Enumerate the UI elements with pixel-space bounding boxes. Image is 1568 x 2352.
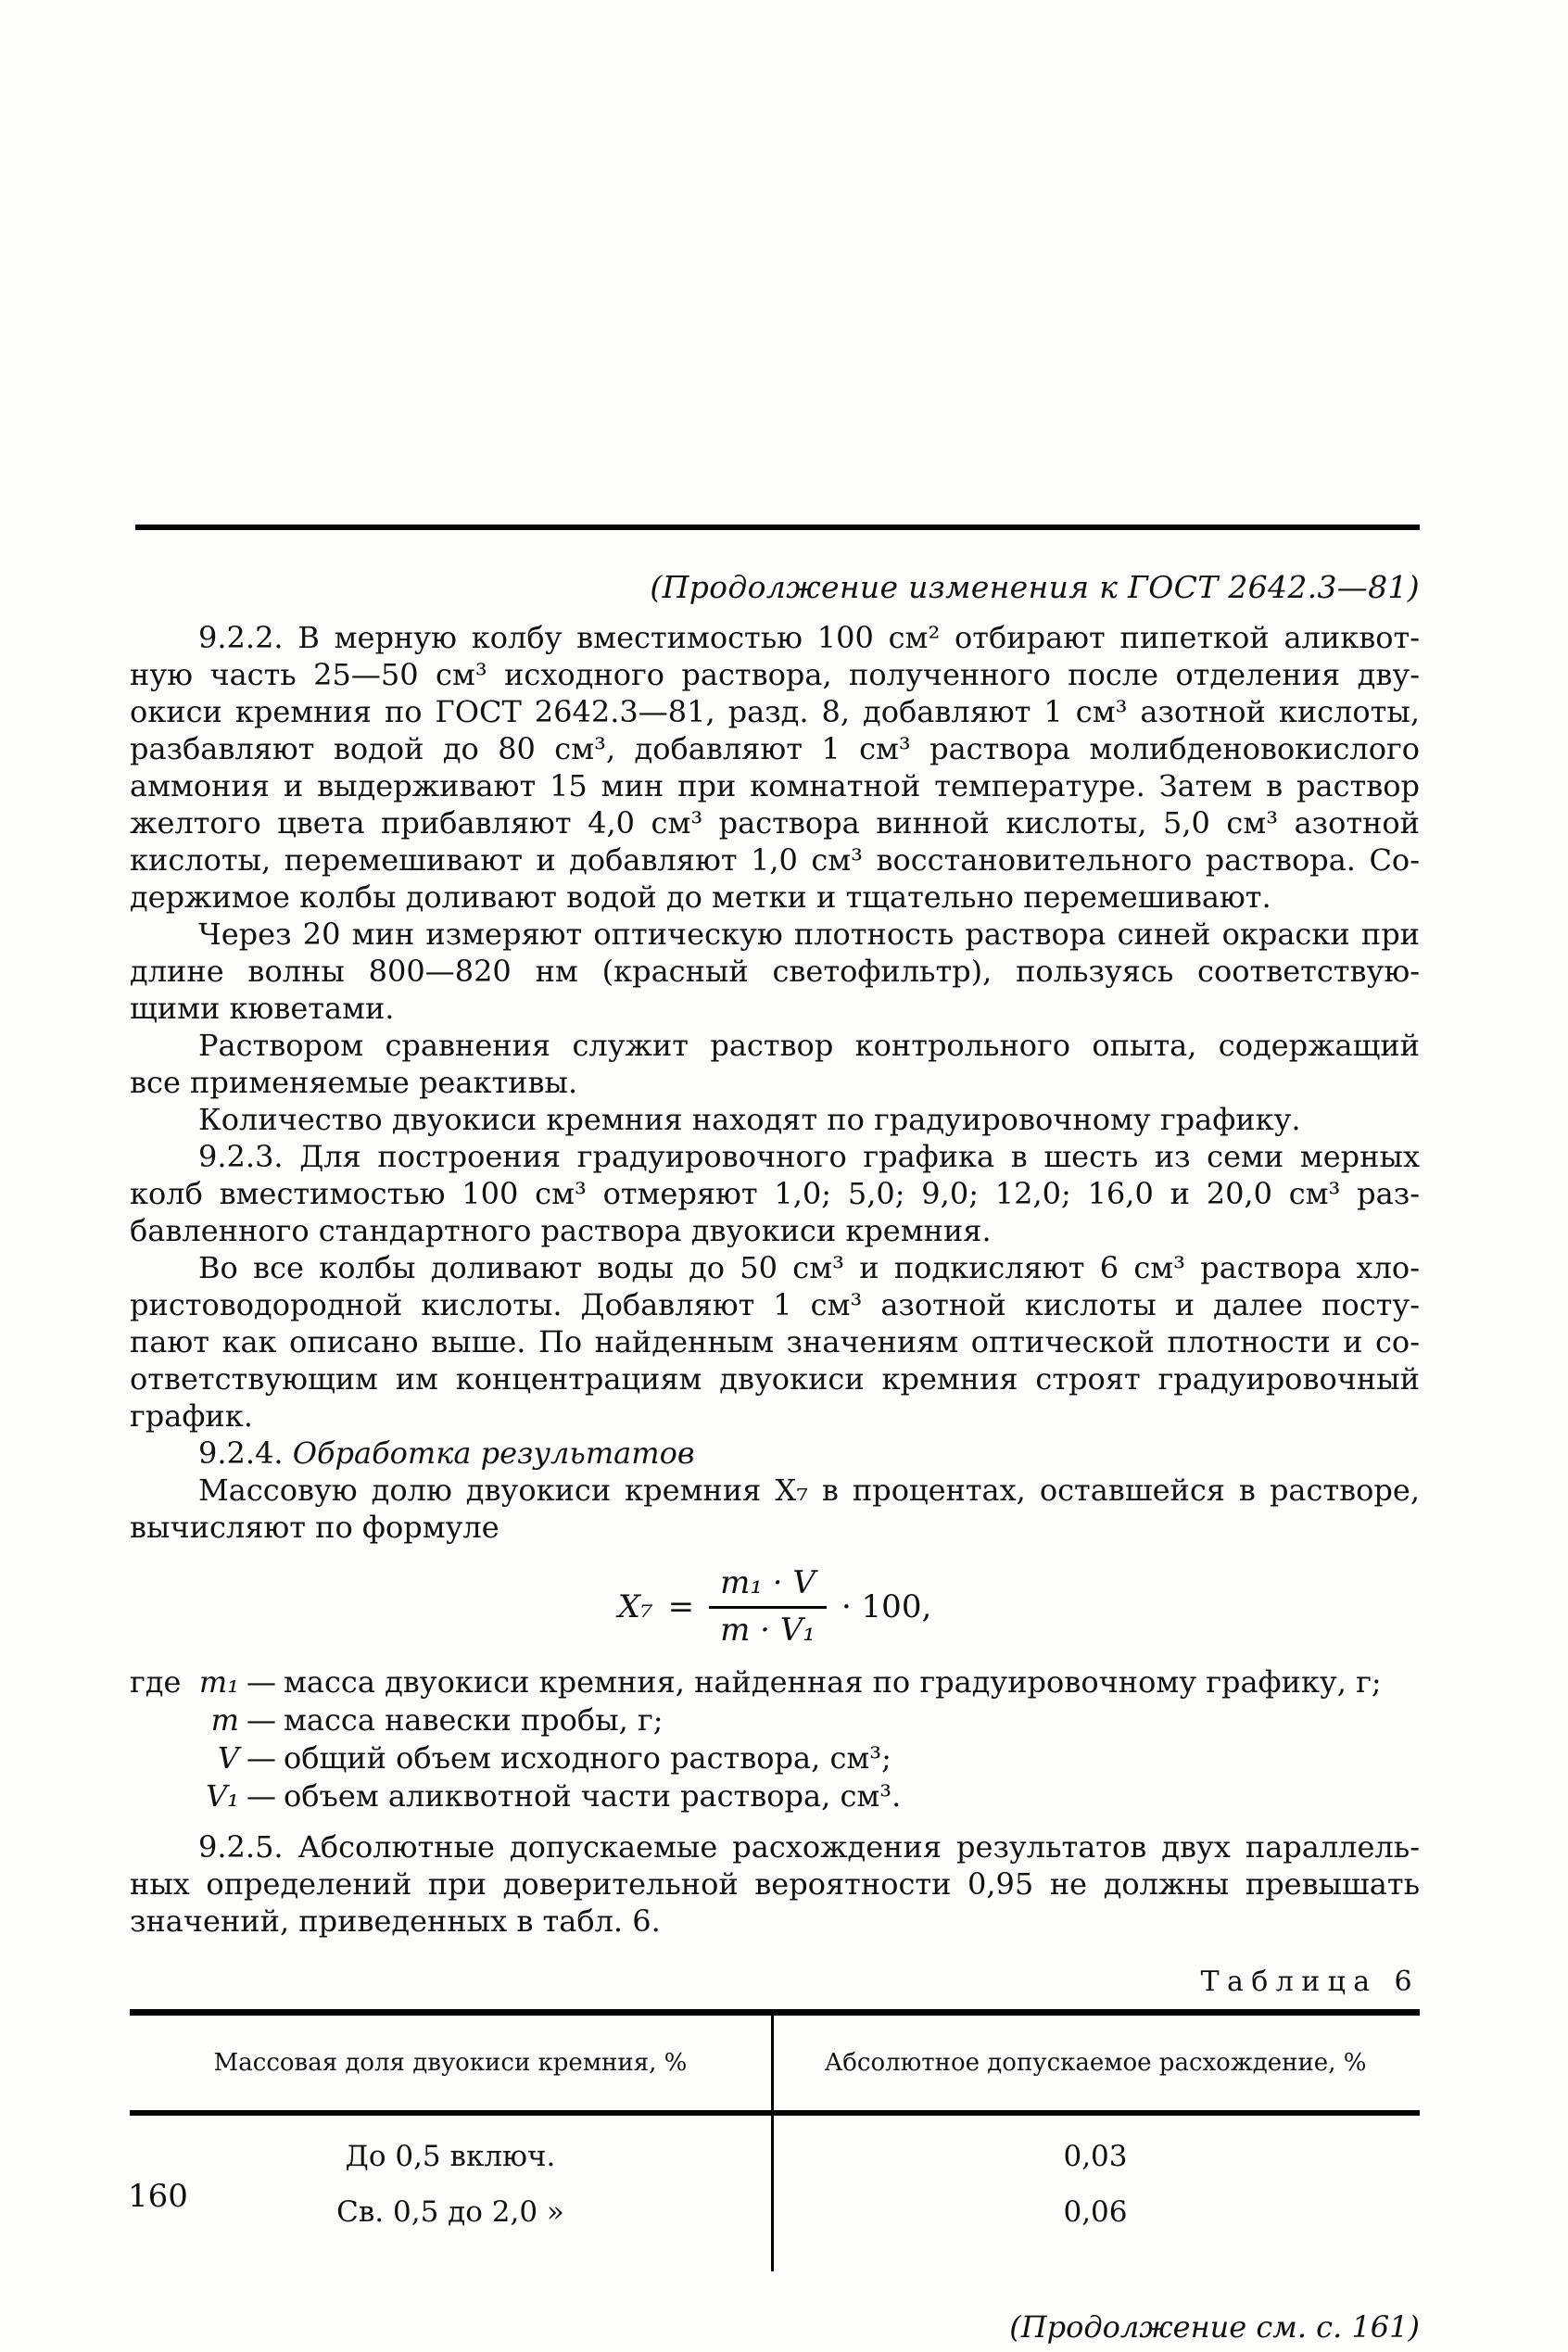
definition-dash: —: [247, 1702, 276, 1738]
definitions-list: [130, 1663, 1420, 1815]
text-line: Количество двуокиси кремния находят по градуировочному графику.: [198, 1102, 1301, 1137]
definition-text: масса двуокиси кремния, найденная по градуировочному графику, г;: [284, 1664, 1382, 1700]
definition-dash: —: [247, 1664, 276, 1700]
continuation-note: (Продолжение см. с. 161): [1009, 2309, 1420, 2345]
definition-symbol: V₁: [206, 1778, 239, 1814]
text-line: пают как описано выше. По найденным значениям оптической плотности и со-: [130, 1324, 1420, 1359]
formula-multiplier: · 100,: [841, 1587, 932, 1625]
formula-denominator: m · V₁: [720, 1612, 816, 1649]
definition-symbol: m: [210, 1702, 239, 1738]
where-label: где: [130, 1664, 182, 1700]
definition-row: [130, 1663, 1420, 1701]
text-line: желтого цвета прибавляют 4,0 см³ раствора винной кислоты, 5,0 см³ азотной: [130, 805, 1420, 841]
formula: [130, 1564, 1420, 1649]
text-line: Массовую долю двуокиси кремния X₇ в процентах, оставшейся в растворе,: [198, 1473, 1420, 1508]
definition-symbol: V: [217, 1740, 239, 1776]
formula-equals: =: [667, 1587, 695, 1625]
body-text-upper: [130, 619, 1420, 1546]
formula-lhs: X₇: [617, 1587, 653, 1625]
table-6: [130, 2009, 1420, 2271]
text-line: ную часть 25—50 см³ исходного раствора, полученного после отделения дву-: [130, 657, 1420, 692]
formula-fraction: [709, 1564, 827, 1649]
definition-dash: —: [247, 1778, 276, 1814]
where-label: [130, 1701, 185, 1739]
body-text-lower: [130, 1828, 1420, 1940]
section-title: Обработка результатов: [292, 1435, 695, 1471]
table-body: [130, 2116, 1420, 2271]
text-line: Раствором сравнения служит раствор контрольного опыта, содержащий: [198, 1028, 1420, 1063]
table-column-divider: [771, 2016, 774, 2271]
definition-text: общий объем исходного раствора, см³;: [284, 1740, 891, 1776]
page-number: 160: [128, 2178, 188, 2215]
definition-row: [130, 1739, 1420, 1777]
where-label: [130, 1739, 185, 1777]
text-line: вычисляют по формуле: [130, 1510, 499, 1545]
text-line: 9.2.5. Абсолютные допускаемые расхождения результатов двух параллель-: [198, 1829, 1420, 1865]
table-cell-value: 0,03: [1063, 2140, 1128, 2173]
table-header-mass-fraction: Массовая доля двуокиси кремния, %: [213, 2049, 688, 2077]
text-line: длине волны 800—820 нм (красный светофильтр), пользуясь соответствую-: [130, 954, 1420, 989]
text-line: держимое колбы доливают водой до метки и тщательно перемешивают.: [130, 879, 1271, 915]
text-line: кислоты, перемешивают и добавляют 1,0 см³ восстановительного раствора. Со-: [130, 842, 1420, 878]
definition-row: [130, 1777, 1420, 1815]
text-line: 9.2.3. Для построения градуировочного графика в шесть из семи мерных: [198, 1139, 1420, 1174]
text-line: 9.2.2. В мерную колбу вместимостью 100 см² отбирают пипеткой аликвот-: [198, 620, 1420, 655]
top-rule-divider: [135, 525, 1420, 530]
table-header-allowed-discrepancy: Абсолютное допускаемое расхождение, %: [824, 2049, 1367, 2077]
table-label: Таблица 6: [1200, 1966, 1420, 1998]
definition-dash: —: [247, 1740, 276, 1776]
text-line: аммония и выдерживают 15 мин при комнатной температуре. Затем в раствор: [130, 768, 1420, 803]
definition-symbol: m₁: [198, 1664, 239, 1700]
page-content: [130, 525, 1420, 2346]
text-line: Через 20 мин измеряют оптическую плотность раствора синей окраски при: [198, 917, 1420, 952]
section-number: 9.2.4.: [198, 1435, 293, 1471]
formula-numerator: m₁ · V: [709, 1564, 827, 1609]
section-heading: [130, 1435, 1420, 1472]
definition-row: [130, 1701, 1420, 1739]
table-cell-range: До 0,5 включ.: [345, 2140, 556, 2173]
text-line: ответствующим им концентрациям двуокиси кремния строят градуировочный: [130, 1361, 1420, 1397]
table-row: [130, 2194, 1420, 2231]
table-header-row: [130, 2016, 1420, 2116]
where-label: [130, 1777, 185, 1815]
table-cell-range: Св. 0,5 до 2,0 »: [336, 2195, 564, 2229]
text-line: значений, приведенных в табл. 6.: [130, 1903, 661, 1939]
text-line: Во все колбы доливают воды до 50 см³ и подкисляют 6 см³ раствора хло-: [198, 1250, 1420, 1285]
text-line: ных определений при доверительной вероятности 0,95 не должны превышать: [130, 1866, 1420, 1902]
definition-text: масса навески пробы, г;: [284, 1702, 664, 1738]
text-line: график.: [130, 1398, 253, 1434]
text-line: разбавляют водой до 80 см³, добавляют 1 см³ раствора молибденовокислого: [130, 731, 1420, 766]
text-line: щими кюветами.: [130, 991, 395, 1026]
table-row: [130, 2138, 1420, 2175]
text-line: колб вместимостью 100 см³ отмеряют 1,0; 5,0; 9,0; 12,0; 16,0 и 20,0 см³ раз-: [130, 1176, 1420, 1211]
header-note: (Продолжение изменения к ГОСТ 2642.3—81): [650, 569, 1420, 605]
text-line: ристоводородной кислоты. Добавляют 1 см³ азотной кислоты и далее посту-: [130, 1287, 1420, 1322]
table-cell-value: 0,06: [1063, 2195, 1128, 2229]
definition-text: объем аликвотной части раствора, см³.: [284, 1778, 902, 1814]
text-line: окиси кремния по ГОСТ 2642.3—81, разд. 8, добавляют 1 см³ азотной кислоты,: [130, 694, 1420, 729]
text-line: все применяемые реактивы.: [130, 1065, 578, 1100]
text-line: бавленного стандартного раствора двуокиси кремния.: [130, 1213, 992, 1248]
